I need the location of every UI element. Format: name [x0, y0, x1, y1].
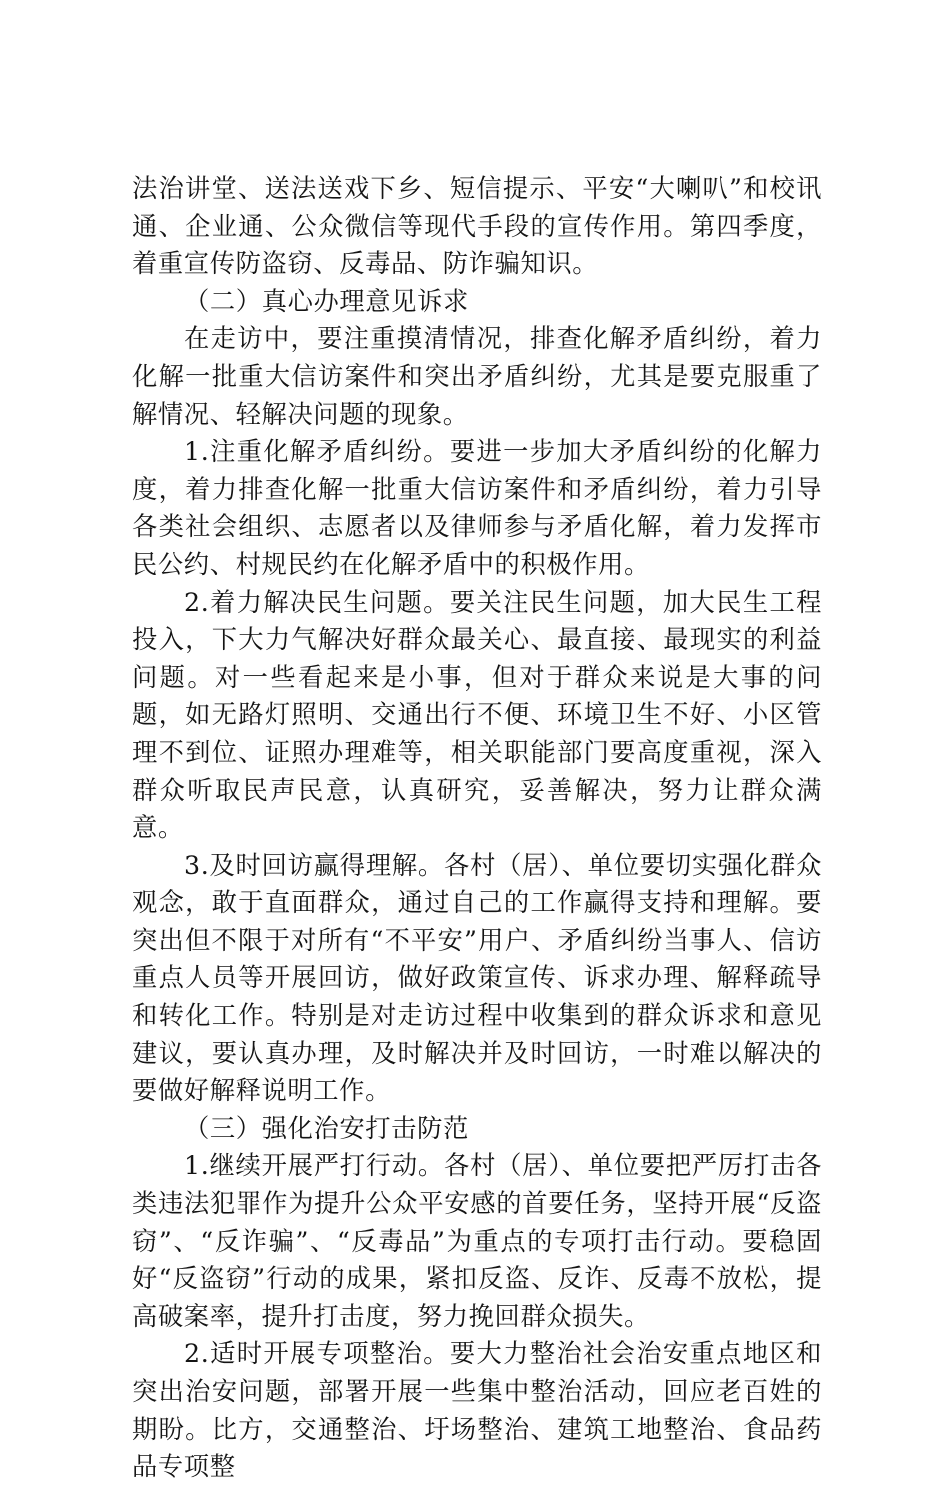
paragraph-item-1b: 1.继续开展严打行动。各村（居）、单位要把严厉打击各类违法犯罪作为提升公众平安感的首要任务，坚持开展“反盗窃”、“反诈骗”、“反毒品”为重点的专项打击行动。要稳固好“反盗窃”行动的成果，紧扣反盗、反诈、反毒不放松，提高破案率，提升打击度，努力挽回群众损失。 — [132, 1151, 822, 1331]
section-heading-2: （二）真心办理意见诉求 — [184, 286, 469, 316]
section-heading-3: （三）强化治安打击防范 — [184, 1113, 469, 1143]
paragraph-intro: 在走访中，要注重摸清情况，排查化解矛盾纠纷，着力化解一批重大信访案件和突出矛盾纠纷，尤其是要克服重了解情况、轻解决问题的现象。 — [132, 324, 822, 429]
paragraph-item-1: 1.注重化解矛盾纠纷。要进一步加大矛盾纠纷的化解力度，着力排查化解一批重大信访案件和矛盾纠纷，着力引导各类社会组织、志愿者以及律师参与矛盾化解，着力发挥市民公约、村规民约在化解矛盾中的积极作用。 — [132, 437, 822, 579]
paragraph-continued: 法治讲堂、送法送戏下乡、短信提示、平安“大喇叭”和校讯通、企业通、公众微信等现代手段的宣传作用。第四季度，着重宣传防盗窃、反毒品、防诈骗知识。 — [132, 174, 822, 279]
document-page — [132, 170, 822, 1486]
paragraph-item-2b: 2.适时开展专项整治。要大力整治社会治安重点地区和突出治安问题，部署开展一些集中整治活动，回应老百姓的期盼。比方，交通整治、圩场整治、建筑工地整治、食品药品专项整 — [132, 1339, 822, 1482]
paragraph-item-3: 3.及时回访赢得理解。各村（居）、单位要切实强化群众观念，敢于直面群众，通过自己的工作赢得支持和理解。要突出但不限于对所有“不平安”用户、矛盾纠纷当事人、信访重点人员等开展回访，做好政策宣传、诉求办理、解释疏导和转化工作。特别是对走访过程中收集到的群众诉求和意见建议，要认真办理，及时解决并及时回访，一时难以解决的要做好解释说明工作。 — [132, 850, 822, 1106]
paragraph-item-2: 2.着力解决民生问题。要关注民生问题，加大民生工程投入，下大力气解决好群众最关心、最直接、最现实的利益问题。对一些看起来是小事，但对于群众来说是大事的问题，如无路灯照明、交通出行不便、环境卫生不好、小区管理不到位、证照办理难等，相关职能部门要高度重视，深入群众听取民声民意，认真研究，妥善解决，努力让群众满意。 — [132, 587, 822, 843]
